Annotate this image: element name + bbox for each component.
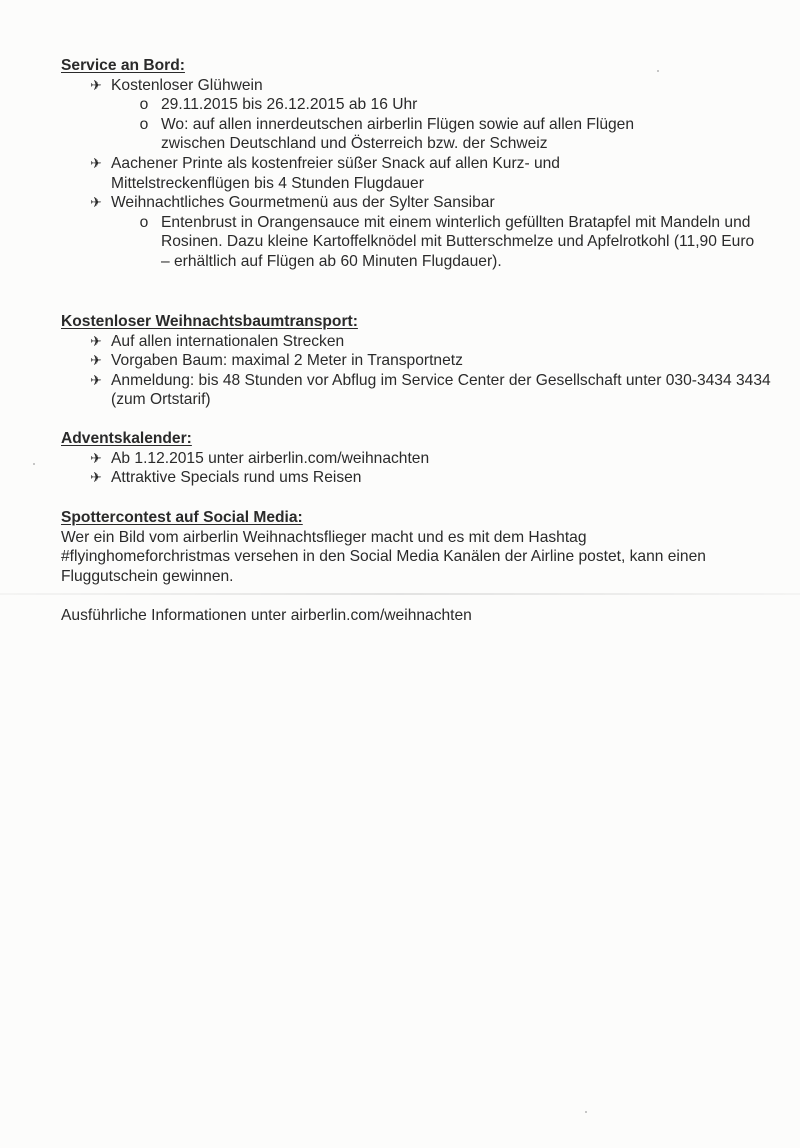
- list-item: [61, 468, 771, 488]
- sub-list-item-text: Entenbrust in Orangensauce mit einem winterlich gefüllten Bratapfel mit Mandeln und Rosinen. Dazu kleine Kartoffelknödel mit Butterschmelze und Apfelrotkohl (11,90 Euro – erhältlich auf Flügen ab 60 Minuten Flugdauer).: [161, 213, 755, 270]
- section-adventskalender: [61, 429, 761, 488]
- list-item: [61, 371, 771, 410]
- airplane-bullet-icon: ✈: [90, 76, 102, 93]
- list-item-text: Vorgaben Baum: maximal 2 Meter in Transportnetz: [111, 352, 463, 370]
- list-item: [61, 76, 731, 96]
- sub-list-item-text: 29.11.2015 bis 26.12.2015 ab 16 Uhr: [161, 96, 418, 114]
- section-spottercontest: [61, 508, 741, 586]
- list-item-text: Ab 1.12.2015 unter airberlin.com/weihnachten: [111, 449, 430, 467]
- list-item: [61, 193, 731, 213]
- scan-speck: [585, 1111, 587, 1113]
- airplane-bullet-icon: ✈: [90, 352, 102, 369]
- section-heading: Kostenloser Weihnachtsbaumtransport:: [61, 313, 358, 330]
- sub-list-item-text: Wo: auf allen innerdeutschen airberlin Flügen sowie auf allen Flügen zwischen Deutschland und Österreich bzw. der Schweiz: [161, 115, 635, 153]
- section-heading: Service an Bord:: [61, 57, 185, 74]
- list-item-text: Kostenloser Glühwein: [111, 76, 263, 94]
- sub-list-item: [61, 115, 691, 154]
- scan-speck: [33, 463, 35, 465]
- airplane-bullet-icon: ✈: [90, 194, 102, 211]
- list-item-text: Aachener Printe als kostenfreier süßer Snack auf allen Kurz- und Mittelstreckenflügen bis 4 Stunden Flugdauer: [111, 154, 560, 192]
- airplane-bullet-icon: ✈: [90, 371, 102, 388]
- list-item-text: Weihnachtliches Gourmetmenü aus der Sylter Sansibar: [111, 194, 495, 212]
- circle-bullet-icon: o: [139, 213, 149, 231]
- circle-bullet-icon: o: [139, 115, 149, 133]
- sub-list-item: [61, 95, 721, 115]
- airplane-bullet-icon: ✈: [90, 449, 102, 466]
- list-item-text: Attraktive Specials rund ums Reisen: [111, 469, 362, 487]
- list-item: [61, 154, 671, 193]
- footer-text: Ausführliche Informationen unter airberlin.com/weihnachten: [61, 607, 472, 624]
- paragraph: Wer ein Bild vom airberlin Weihnachtsflieger macht und es mit dem Hashtag #flyinghomeforchristmas versehen in den Social Media Kanälen der Airline postet, kann einen Fluggutschein gewinnen.: [61, 528, 706, 585]
- airplane-bullet-icon: ✈: [90, 154, 102, 171]
- sub-list-item: [61, 213, 761, 272]
- list-item-text: Auf allen internationalen Strecken: [111, 332, 345, 350]
- airplane-bullet-icon: ✈: [90, 469, 102, 486]
- section-service-an-bord: [61, 56, 761, 272]
- scan-artifact-line: [0, 593, 800, 595]
- section-weihnachtsbaumtransport: [61, 312, 771, 410]
- airplane-bullet-icon: ✈: [90, 332, 102, 349]
- footer-info: [61, 606, 761, 626]
- section-heading: Spottercontest auf Social Media:: [61, 509, 303, 526]
- list-item: [61, 332, 771, 352]
- section-heading: Adventskalender:: [61, 430, 192, 447]
- list-item: [61, 351, 771, 371]
- list-item: [61, 449, 771, 469]
- list-item-text: Anmeldung: bis 48 Stunden vor Abflug im Service Center der Gesellschaft unter 030-3434 3434 (zum Ortstarif): [111, 371, 771, 409]
- circle-bullet-icon: o: [139, 96, 149, 114]
